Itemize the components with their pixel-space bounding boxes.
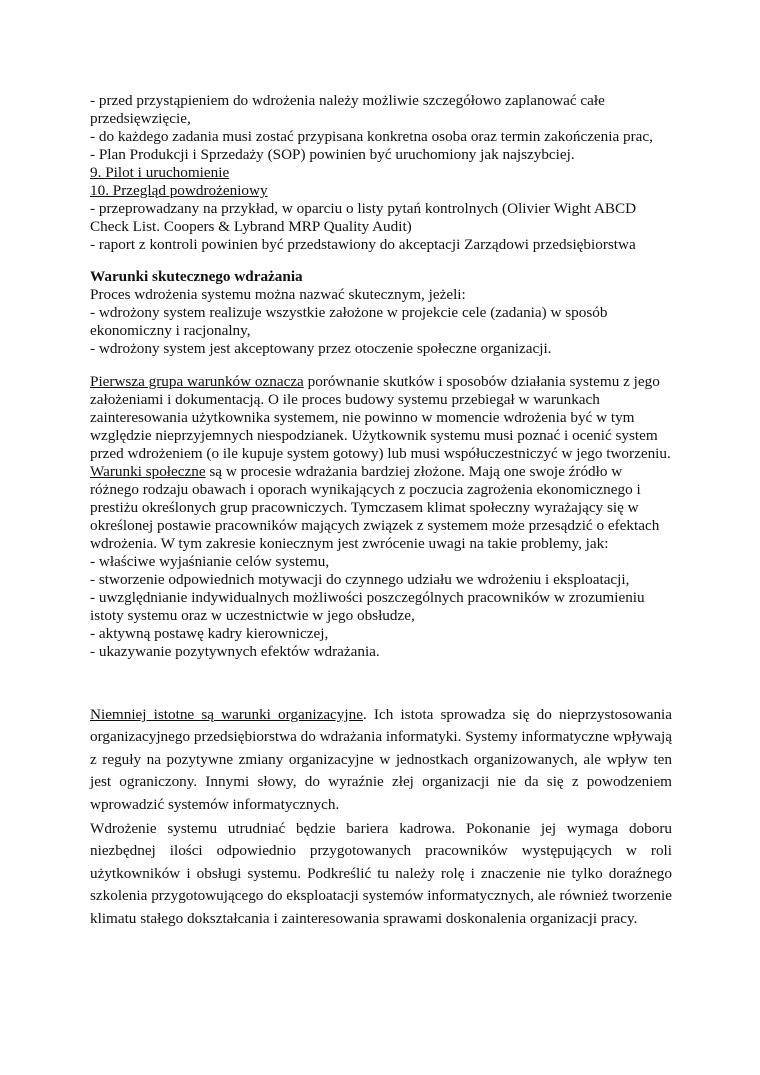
paragraph-text: porównanie skutków i sposobów działania systemu z jego założeniami i dokumentacją. O ile proces budowy systemu przebiegał w warunkach zainteresowania użytkownika systemem, nie powinno w momencie wdrożenia być w tym względzie nieprzyjemnych niespodzianek. Użytkownik systemu musi poznać i ocenić system przed wdrożeniem (o ile kupuje system gotowy) lub musi współuczestniczyć w jego tworzeniu. — [90, 373, 671, 462]
condition-line: - wdrożony system jest akceptowany przez otoczenie społeczne organizacji. — [90, 340, 552, 357]
paragraph — [90, 463, 672, 553]
section-heading: Warunki skutecznego wdrażania — [90, 268, 303, 285]
list-item: - stworzenie odpowiednich motywacji do czynnego udziału we wdrożeniu i eksploatacji, — [90, 571, 630, 588]
paragraph-text: są w procesie wdrażania bardziej złożone. Mają one swoje źródło w różnego rodzaju obawach i oporach wynikających z poczucia zagrożenia ekonomicznego i prestiżu określonych grup pracowniczych. Tymczasem klimat społeczny wyrażający się w określonej postawie pracowników mających związek z systemem może przesądzić o efektach wdrożenia. W tym zakresie koniecznym jest zwrócenie uwagi na takie problemy, jak: — [90, 463, 660, 552]
underlined-phrase: Niemniej istotne są warunki organizacyjne — [90, 706, 363, 723]
step-line: - raport z kontroli powinien być przedstawiony do akceptacji Zarządowi przedsiębiorstwa — [90, 236, 636, 253]
section-intro: Proces wdrożenia systemu można nazwać skutecznym, jeżeli: — [90, 286, 466, 303]
step-line: - przed przystąpieniem do wdrożenia należy możliwie szczegółowo zaplanować całe przedsięwzięcie, — [90, 92, 605, 127]
list-item: - uwzględnianie indywidualnych możliwości poszczególnych pracowników w zrozumieniu istoty systemu oraz w uczestnictwie w jego obsłudze, — [90, 589, 645, 624]
underlined-phrase: Warunki społeczne — [90, 463, 206, 480]
implementation-steps-block — [90, 92, 672, 254]
first-group-paragraph — [90, 373, 672, 661]
list-item: - ukazywanie pozytywnych efektów wdrażania. — [90, 643, 380, 660]
step-line: - do każdego zadania musi zostać przypisana konkretna osoba oraz termin zakończenia prac, — [90, 128, 653, 145]
staff-barrier-paragraph — [90, 818, 672, 930]
step-10-heading: 10. Przegląd powdrożeniowy — [90, 182, 268, 199]
organizational-conditions-paragraph — [90, 704, 672, 816]
underlined-phrase: Pierwsza grupa warunków oznacza — [90, 373, 304, 390]
condition-line: - wdrożony system realizuje wszystkie założone w projekcie cele (zadania) w sposób ekonomiczny i racjonalny, — [90, 304, 608, 339]
paragraph-text: Wdrożenie systemu utrudniać będzie bariera kadrowa. Pokonanie jej wymaga doboru niezbędnej ilości odpowiednio przygotowanych pracowników występujących w roli użytkowników i obsługi systemu. Podkreślić tu należy rolę i znaczenie nie tylko doraźnego szkolenia przygotowującego do eksploatacji systemów informatycznych, ale również tworzenie klimatu stałego dokształcania i zainteresowania sprawami doskonalenia organizacji pracy. — [90, 820, 672, 927]
paragraph-text: . Ich istota sprowadza się do nieprzystosowania organizacyjnego przedsiębiorstwa do wdrażania informatyki. Systemy informatyczne wpływają z reguły na pozytywne zmiany organizacyjne w jednostkach organizowanych, ale wpływ ten jest ograniczony. Innymi słowy, do wyraźnie złej organizacji nie da się z powodzeniem wprowadzić systemów informatycznych. — [90, 706, 673, 813]
list-item: - aktywną postawę kadry kierowniczej, — [90, 625, 329, 642]
success-conditions-section — [90, 268, 672, 358]
step-line: - przeprowadzany na przykład, w oparciu o listy pytań kontrolnych (Olivier Wight ABCD Check List. Coopers & Lybrand MRP Quality Audit) — [90, 200, 637, 235]
step-line: - Plan Produkcji i Sprzedaży (SOP) powinien być uruchomiony jak najszybciej. — [90, 146, 575, 163]
paragraph — [90, 704, 672, 816]
paragraph — [90, 373, 672, 463]
list-item: - właściwe wyjaśnianie celów systemu, — [90, 553, 330, 570]
step-9-heading: 9. Pilot i uruchomienie — [90, 164, 230, 181]
